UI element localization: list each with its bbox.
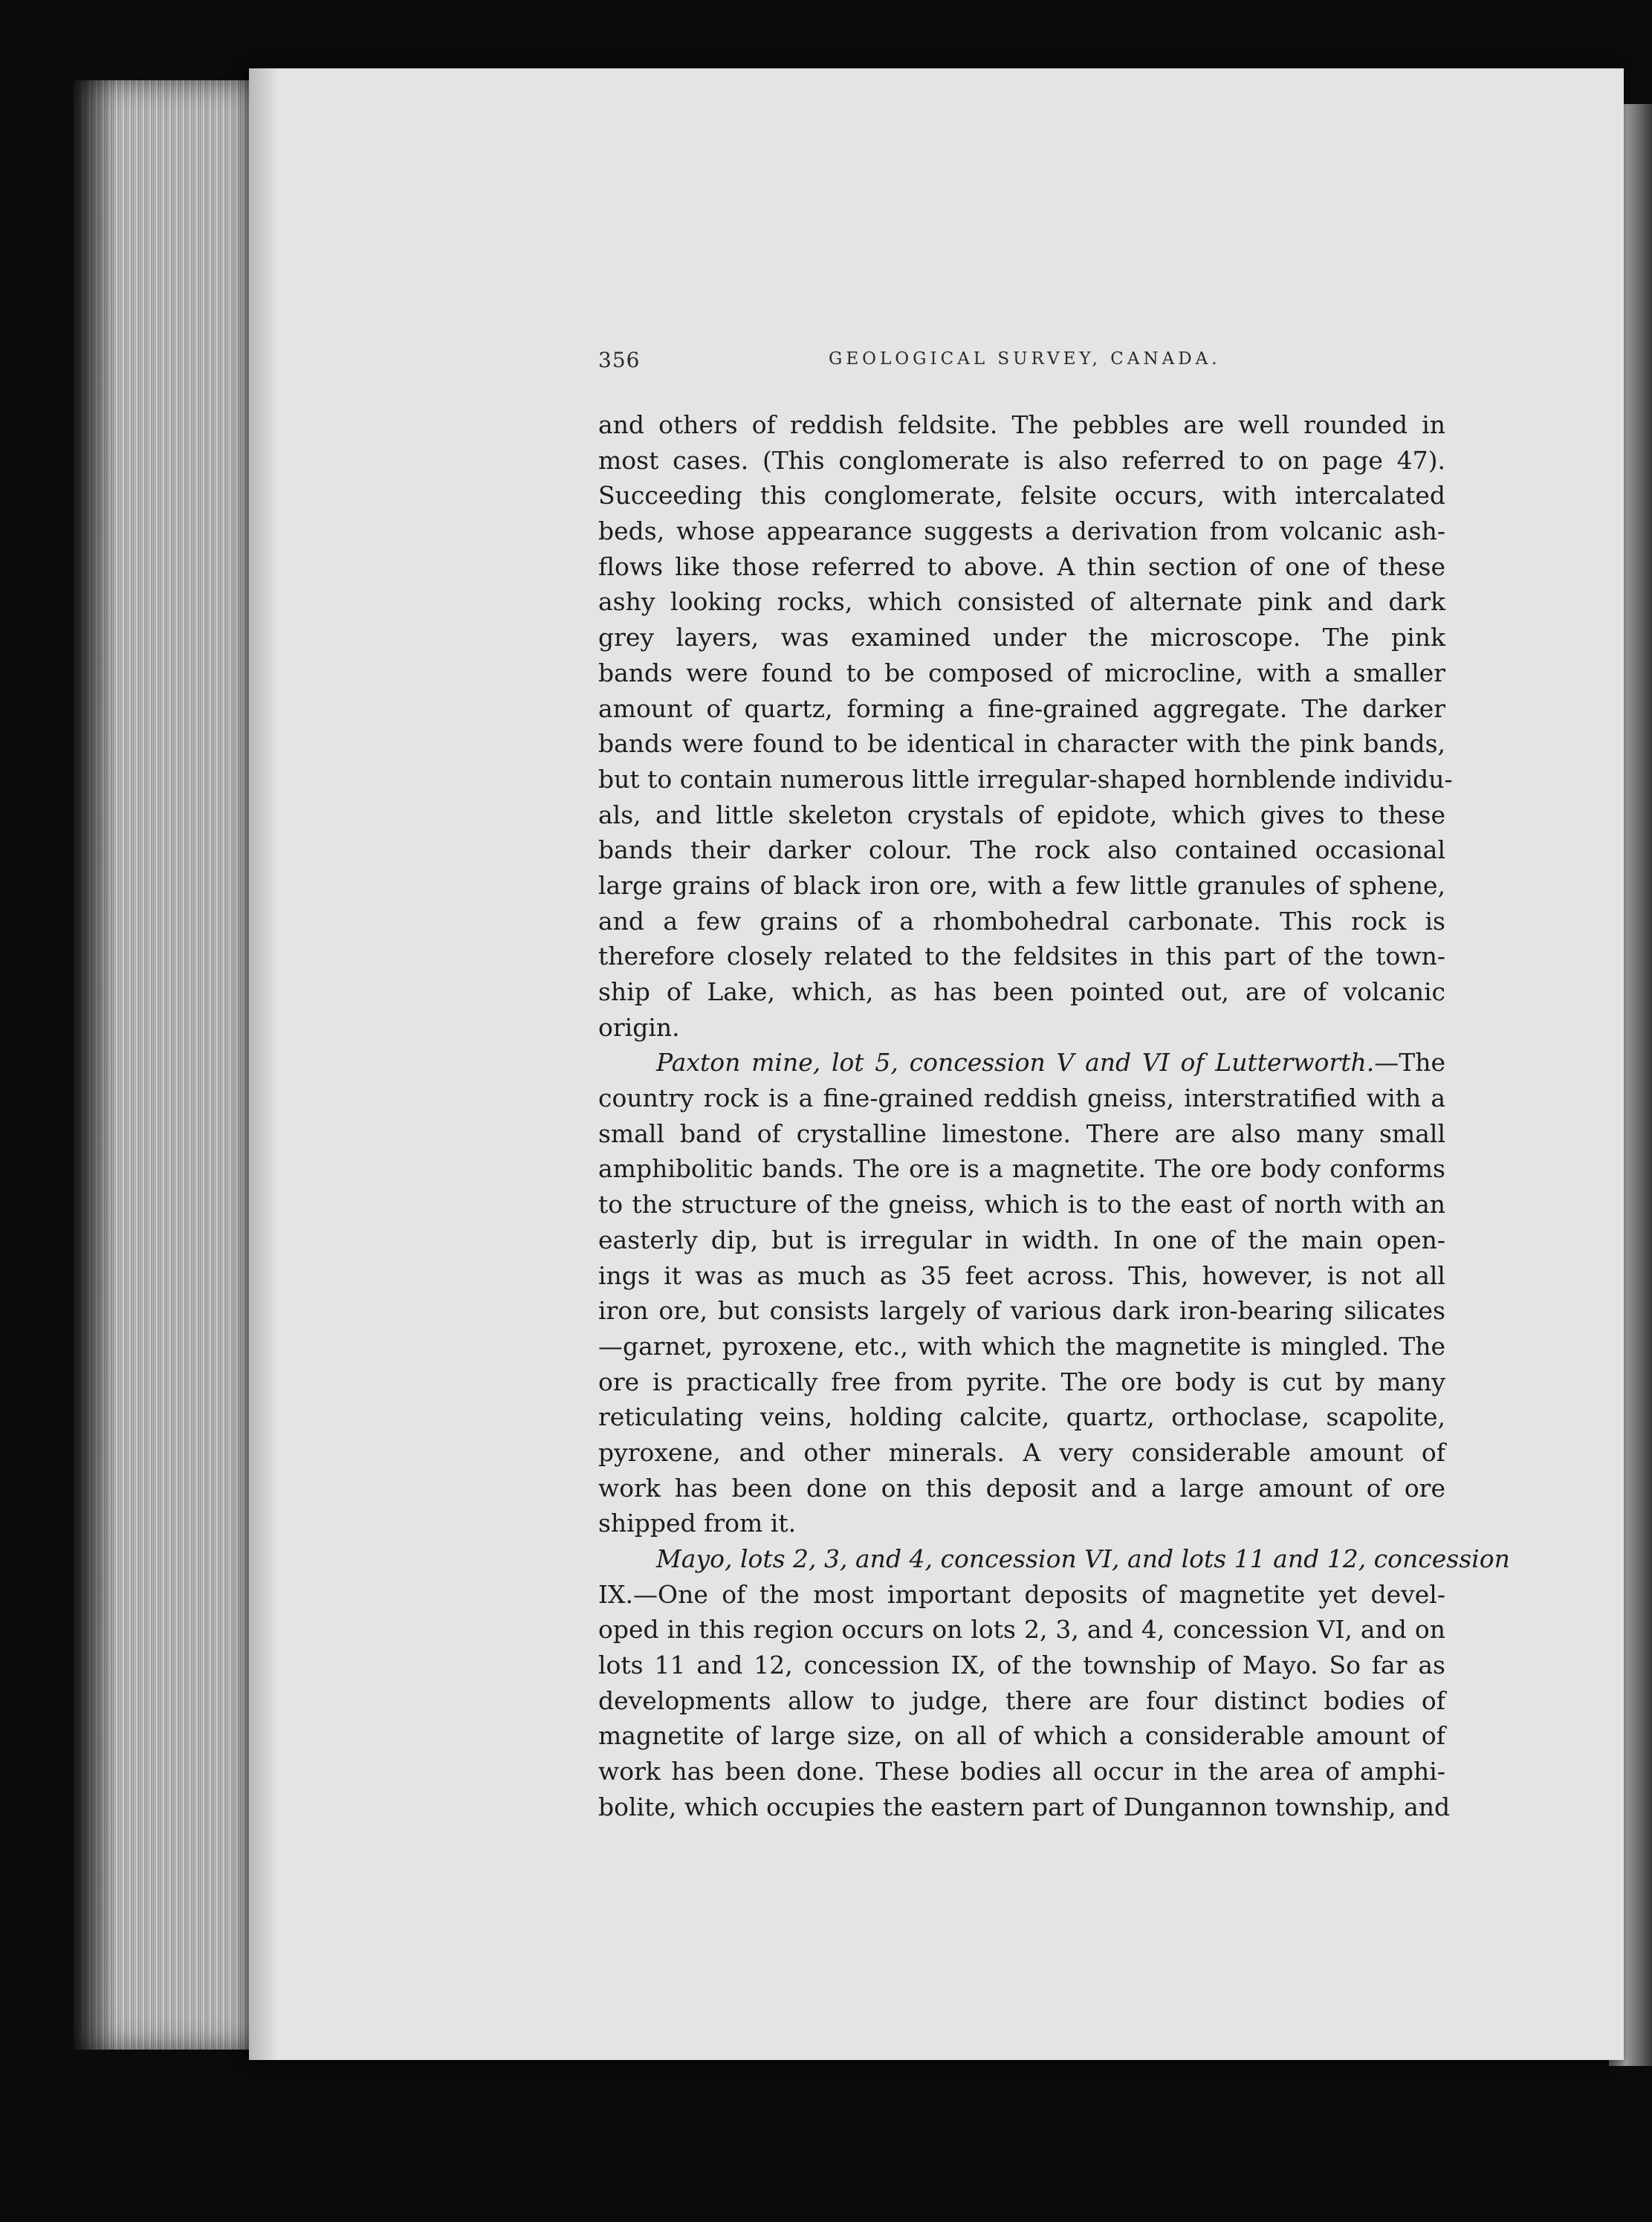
- running-head-title: GEOLOGICAL SURVEY, CANADA.: [829, 349, 1221, 369]
- scan-top-margin: [104, 0, 1652, 78]
- text-line: IX.—One of the most important deposits of magnetite yet devel-: [598, 1579, 1445, 1609]
- text-line: therefore closely related to the feldsites in this part of the town-: [598, 942, 1445, 971]
- text-line: amphibolitic bands. The ore is a magnetite. The ore body conforms: [598, 1154, 1445, 1184]
- text-line: bands were found to be identical in character with the pink bands,: [598, 729, 1445, 759]
- text-line: large grains of black iron ore, with a few little granules of sphene,: [598, 870, 1445, 900]
- text-line: reticulating veins, holding calcite, quartz, orthoclase, scapolite,: [598, 1402, 1445, 1432]
- text-line: developments allow to judge, there are four distinct bodies of: [598, 1685, 1445, 1715]
- paragraph-3: [598, 1541, 1510, 1825]
- text-line: oped in this region occurs on lots 2, 3, and 4, concession VI, and on: [598, 1615, 1445, 1645]
- text-line: small band of crystalline limestone. There are also many small: [598, 1118, 1445, 1148]
- paragraph-heading: Paxton mine, lot 5, concession V and VI of Lutterworth.: [656, 1048, 1375, 1078]
- text-line: ship of Lake, which, as has been pointed out, are of volcanic: [598, 977, 1445, 1006]
- text-line: pyroxene, and other minerals. A very considerable amount of: [598, 1437, 1445, 1467]
- text-line: bands were found to be composed of microcline, with a smaller: [598, 658, 1445, 687]
- body-text: [598, 407, 1510, 1825]
- text-line: ore is practically free from pyrite. The ore body is cut by many: [598, 1367, 1445, 1396]
- text-line: but to contain numerous little irregular-shaped hornblende individu-: [598, 764, 1453, 794]
- text-line: and a few grains of a rhombohedral carbonate. This rock is: [598, 906, 1445, 936]
- text-line: lots 11 and 12, concession IX, of the township of Mayo. So far as: [598, 1651, 1445, 1680]
- text-line: work has been done on this deposit and a large amount of ore: [598, 1473, 1445, 1503]
- paragraph-heading: Mayo, lots 2, 3, and 4, concession VI, and lots 11 and 12, concession: [656, 1544, 1510, 1573]
- text-line: and others of reddish feldsite. The pebbles are well rounded in: [598, 410, 1445, 439]
- book-page-edges: [73, 80, 266, 2050]
- text-line: ashy looking rocks, which consisted of alternate pink and dark: [598, 587, 1445, 617]
- text-line: ings it was as much as 35 feet across. This, however, is not all: [598, 1260, 1445, 1290]
- text-line: Succeeding this conglomerate, felsite occurs, with intercalated: [598, 481, 1445, 511]
- text-line: country rock is a fine-grained reddish gneiss, interstratified with a: [598, 1084, 1445, 1113]
- text-line: [598, 1045, 1445, 1081]
- text-line: flows like those referred to above. A thin section of one of these: [598, 551, 1445, 581]
- text-line: work has been done. These bodies all occur in the area of amphi-: [598, 1757, 1445, 1787]
- running-head: [598, 348, 1453, 378]
- text-line: iron ore, but consists largely of various dark iron-bearing silicates: [598, 1296, 1445, 1326]
- text-line: most cases. (This conglomerate is also referred to on page 47).: [598, 445, 1445, 475]
- paragraph-2: [598, 1045, 1445, 1541]
- text-line: shipped from it.: [598, 1509, 797, 1538]
- paragraph-1: [598, 407, 1453, 1045]
- text-line: magnetite of large size, on all of which a considerable amount of: [598, 1721, 1445, 1751]
- text-line: bands their darker colour. The rock also contained occasional: [598, 835, 1445, 865]
- text-line: bolite, which occupies the eastern part of Dungannon township, and: [598, 1792, 1451, 1821]
- text-line: —garnet, pyroxene, etc., with which the magnetite is mingled. The: [598, 1331, 1445, 1361]
- text-line: als, and little skeleton crystals of epidote, which gives to these: [598, 800, 1445, 829]
- page-number: 356: [598, 348, 641, 372]
- text-line: easterly dip, but is irregular in width. In one of the main open-: [598, 1225, 1445, 1254]
- text-line: beds, whose appearance suggests a derivation from volcanic ash-: [598, 516, 1445, 546]
- text-line: grey layers, was examined under the microscope. The pink: [598, 623, 1445, 652]
- text-line: amount of quartz, forming a fine-grained aggregate. The darker: [598, 693, 1445, 723]
- text-line: to the structure of the gneiss, which is to the east of north with an: [598, 1190, 1445, 1219]
- text-line: origin.: [598, 1012, 680, 1042]
- text-fragment: —The: [1374, 1048, 1445, 1078]
